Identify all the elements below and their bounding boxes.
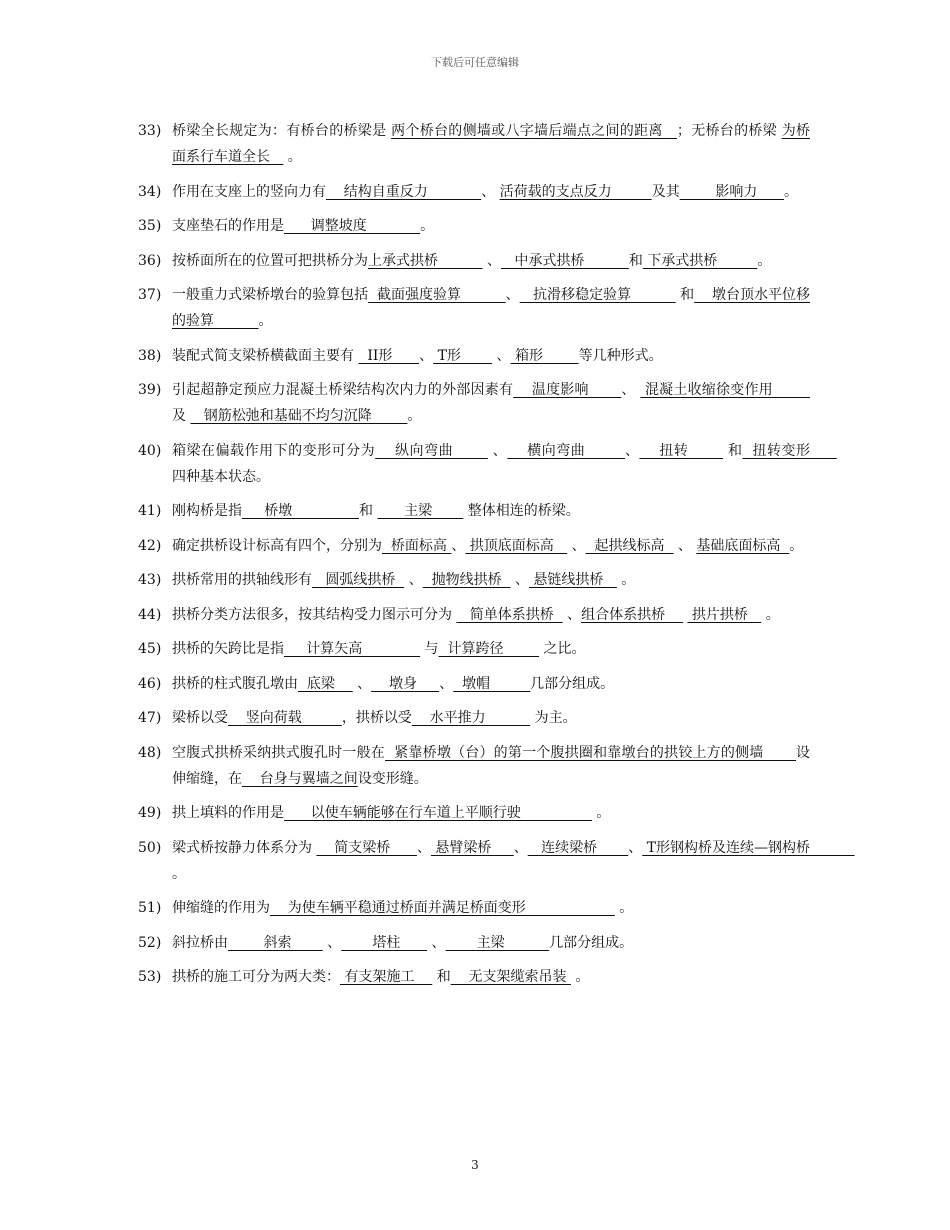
question-segment: 、 xyxy=(416,839,431,856)
answer-blank: 有支架施工 xyxy=(340,969,433,985)
question-segment: 引起超静定预应力混凝土桥梁结构次内力的外部因素有 xyxy=(172,382,514,398)
question-item xyxy=(138,671,810,697)
answer-blank: 桥墩 xyxy=(242,503,360,519)
question-segment: 、 xyxy=(404,572,423,588)
answer-blank: 竖向荷载 xyxy=(228,710,342,726)
question-segment: 箱梁在偏载作用下的变形可分为 xyxy=(172,442,376,459)
question-segment: 、 xyxy=(427,934,446,951)
answer-blank: 温度影响 xyxy=(513,382,622,398)
question-segment: 之比。 xyxy=(539,641,586,657)
question-segment: 、 xyxy=(673,537,697,554)
question-item xyxy=(138,602,810,628)
question-item xyxy=(138,533,810,559)
question-text xyxy=(172,343,810,369)
answer-blank: 拱片拱桥 xyxy=(687,606,762,623)
answer-blank: 墩台顶水平位移的验算 xyxy=(172,287,811,329)
answer-blank: 扭转 xyxy=(639,442,724,459)
question-segment: 、 xyxy=(322,934,342,951)
answer-blank: 水平推力 xyxy=(411,710,531,726)
question-number: 38) xyxy=(138,347,162,364)
question-segment: 和 xyxy=(359,503,378,519)
answer-blank: 台身与翼墙之间 xyxy=(242,770,358,787)
question-segment: 、 xyxy=(505,287,520,303)
question-segment: 支座垫石的作用是 xyxy=(172,218,284,234)
question-segment: 空腹式拱桥采纳拱式腹孔时一般在 xyxy=(172,744,385,761)
question-segment: 。 xyxy=(420,218,435,234)
question-text xyxy=(172,602,810,628)
question-number: 51) xyxy=(138,900,162,916)
question-number: 41) xyxy=(138,503,162,519)
question-item xyxy=(138,118,810,170)
question-item xyxy=(138,636,810,662)
question-number: 48) xyxy=(138,744,162,761)
answer-blank: 钢筋松弛和基础不均匀沉降 xyxy=(190,408,408,424)
question-segment: 。 xyxy=(407,408,422,424)
question-text xyxy=(172,964,810,990)
question-item xyxy=(138,567,810,593)
page-number: 3 xyxy=(471,1158,479,1172)
question-number: 39) xyxy=(138,382,162,398)
question-segment: 拱桥的柱式腹孔墩由 xyxy=(172,675,298,692)
answer-blank: 墩帽 xyxy=(453,675,531,692)
answer-blank: 结构自重反力 xyxy=(326,183,482,200)
answer-blank: II形 xyxy=(358,347,420,364)
answer-blank: 桥面标高 xyxy=(382,537,452,554)
question-item xyxy=(138,895,810,921)
question-text xyxy=(172,567,810,593)
question-segment: 设变形缝。 xyxy=(357,770,428,787)
question-number: 40) xyxy=(138,442,162,459)
question-number: 53) xyxy=(138,969,162,985)
question-segment: 、 xyxy=(419,347,434,364)
question-segment: 、 xyxy=(513,839,528,856)
question-segment: 与 xyxy=(420,641,439,657)
question-number: 47) xyxy=(138,710,162,726)
answer-blank: 主梁 xyxy=(445,934,550,951)
question-number: 42) xyxy=(138,537,162,554)
question-segment: 拱上填料的作用是 xyxy=(172,805,284,821)
answer-blank: 组合体系拱桥 xyxy=(581,606,683,623)
question-number: 34) xyxy=(138,183,162,200)
question-segment: 一般重力式梁桥墩台的验算包括 xyxy=(172,287,369,303)
question-segment: 、 xyxy=(562,606,582,623)
answer-blank: 中承式拱桥 xyxy=(500,252,629,269)
question-segment: 装配式简支梁桥横截面主要有 xyxy=(172,347,359,364)
question-segment: 拱桥分类方法很多，按其结构受力图示可分为 xyxy=(172,606,457,623)
question-text xyxy=(172,498,810,524)
question-segment: 梁式桥按静力体系分为 xyxy=(172,839,317,856)
question-segment: 等几种形式。 xyxy=(578,347,663,364)
question-segment: 作用在支座上的竖向力有 xyxy=(172,183,326,200)
answer-blank: 扭转变形 xyxy=(742,442,837,459)
question-segment: 拱桥的矢跨比是指 xyxy=(172,641,284,657)
question-number: 35) xyxy=(138,218,162,234)
question-segment: 。 xyxy=(258,313,273,329)
answer-blank: 抗滑移稳定验算 xyxy=(519,287,676,303)
question-segment: 和 xyxy=(723,442,743,459)
question-segment: 拱桥常用的拱轴线形有 xyxy=(172,572,312,588)
question-text xyxy=(172,740,810,792)
question-segment: 。 xyxy=(784,183,799,200)
answer-blank: 以使车辆能够在行车道上平顺行驶 xyxy=(284,805,592,821)
question-segment: 几部分组成。 xyxy=(549,934,634,951)
question-number: 45) xyxy=(138,641,162,657)
question-text xyxy=(172,377,810,429)
answer-blank: 为桥面系行车道全长 xyxy=(172,123,810,165)
answer-blank: 计算矢高 xyxy=(284,641,421,657)
question-number: 52) xyxy=(138,934,162,951)
question-number: 36) xyxy=(138,252,162,269)
question-number: 33) xyxy=(138,123,162,139)
question-text xyxy=(172,533,810,559)
question-number: 46) xyxy=(138,675,162,692)
question-segment: ；无桥台的桥梁 xyxy=(676,123,782,139)
question-number: 37) xyxy=(138,287,162,303)
question-number: 43) xyxy=(138,572,162,588)
answer-blank: 影响力 xyxy=(679,183,785,200)
answer-blank: 悬臂梁桥 xyxy=(430,839,514,856)
question-item xyxy=(138,248,810,274)
question-segment: 和 xyxy=(432,969,451,985)
question-item xyxy=(138,282,810,334)
question-segment: 、 xyxy=(510,572,529,588)
answer-blank: 连续梁桥 xyxy=(527,839,629,856)
question-text xyxy=(172,118,810,170)
question-segment: 桥梁全长规定为：有桥台的桥梁是 xyxy=(172,123,392,139)
question-segment: 。 xyxy=(789,537,804,554)
answer-blank: 混凝土收缩徐变作用 xyxy=(640,382,811,398)
question-segment: 、 xyxy=(621,382,641,398)
question-text xyxy=(172,705,810,731)
question-segment: 及 xyxy=(172,408,191,424)
question-segment: 、 xyxy=(492,347,511,364)
question-item xyxy=(138,498,810,524)
answer-blank: 拱顶底面标高 xyxy=(465,537,568,554)
answer-blank: T形钢构桥及连续—钢构桥 xyxy=(642,839,855,856)
page-header: 下载后可任意编辑 xyxy=(431,56,519,69)
question-item xyxy=(138,705,810,731)
question-segment: 、 xyxy=(352,675,372,692)
question-segment: 、 xyxy=(624,442,640,459)
question-text xyxy=(172,671,810,697)
answer-blank: 下承式拱桥 xyxy=(642,252,758,269)
answer-blank: 纵向弯曲 xyxy=(375,442,488,459)
question-segment: 拱桥的施工可分为两大类： xyxy=(172,969,340,985)
question-text xyxy=(172,213,810,239)
question-item xyxy=(138,377,810,429)
question-segment: 、 xyxy=(487,442,508,459)
question-list xyxy=(138,118,855,999)
answer-blank: 塔柱 xyxy=(341,934,428,951)
question-text xyxy=(172,835,855,887)
answer-blank: 计算跨径 xyxy=(438,641,540,657)
answer-blank: 起拱线标高 xyxy=(585,537,674,554)
question-item xyxy=(138,835,855,887)
question-segment: 。 xyxy=(757,252,772,269)
question-segment: 确定拱桥设计标高有四个，分别为 xyxy=(172,537,382,554)
answer-blank: 简支梁桥 xyxy=(316,839,417,856)
question-segment: 、 xyxy=(481,183,500,200)
question-segment: 刚构桥是指 xyxy=(172,503,242,519)
question-segment: 斜拉桥由 xyxy=(172,934,228,951)
question-segment: 、 xyxy=(451,537,466,554)
answer-blank: 基础底面标高 xyxy=(696,537,790,554)
answer-blank: T形 xyxy=(433,347,493,364)
question-segment: 。 xyxy=(591,805,611,821)
answer-blank: 横向弯曲 xyxy=(507,442,625,459)
answer-blank: 紧靠桥墩（台）的第一个腹拱圈和靠墩台的拱铰上方的侧墙 xyxy=(384,744,796,761)
question-segment: 设伸缩缝，在 xyxy=(172,744,810,787)
question-segment: 。 xyxy=(172,865,186,882)
question-segment: 几部分组成。 xyxy=(530,675,615,692)
question-text xyxy=(172,438,837,490)
question-segment: 、 xyxy=(628,839,643,856)
question-text xyxy=(172,282,810,334)
answer-blank: 上承式拱桥 xyxy=(368,252,483,269)
question-item xyxy=(138,343,810,369)
question-segment: 。 xyxy=(614,900,634,916)
question-item xyxy=(138,800,810,826)
answer-blank: 底梁 xyxy=(298,675,353,692)
question-segment: 。 xyxy=(761,606,780,623)
question-segment: 。 xyxy=(570,969,590,985)
question-segment: 。 xyxy=(616,572,636,588)
question-item xyxy=(138,213,810,239)
question-segment: 整体相连的桥梁。 xyxy=(463,503,580,519)
answer-blank: 抛物线拱桥 xyxy=(422,572,511,588)
question-item xyxy=(138,964,810,990)
question-item xyxy=(138,438,837,490)
question-segment: 及其 xyxy=(651,183,680,200)
question-item xyxy=(138,179,810,205)
question-segment: 为主。 xyxy=(530,710,577,726)
question-number: 49) xyxy=(138,805,162,821)
answer-blank: 斜索 xyxy=(228,934,323,951)
answer-blank: 圆弧线拱桥 xyxy=(312,572,405,588)
question-item xyxy=(138,930,810,956)
question-segment: 四种基本状态。 xyxy=(172,468,270,485)
question-segment: 和 xyxy=(628,252,643,269)
question-segment: 、 xyxy=(439,675,454,692)
question-segment: 、 xyxy=(482,252,501,269)
question-segment: 按桥面所在的位置可把拱桥分为 xyxy=(172,252,368,269)
answer-blank: 无支架缆索吊装 xyxy=(450,969,571,985)
question-segment: 。 xyxy=(283,149,302,165)
answer-blank: 主梁 xyxy=(377,503,464,519)
answer-blank: 两个桥台的侧墙或八字墙后端点之间的距离 xyxy=(391,123,677,139)
question-segment: 梁桥以受 xyxy=(172,710,228,726)
question-text xyxy=(172,179,810,205)
question-text xyxy=(172,930,810,956)
answer-blank: 简单体系拱桥 xyxy=(456,606,563,623)
question-segment: 、 xyxy=(567,537,586,554)
question-segment: 和 xyxy=(675,287,695,303)
question-text xyxy=(172,636,810,662)
answer-blank: 调整坡度 xyxy=(284,218,421,234)
answer-blank: 活荷载的支点反力 xyxy=(499,183,652,200)
question-number: 44) xyxy=(138,606,162,623)
question-text xyxy=(172,895,810,921)
question-segment: ，拱桥以受 xyxy=(341,710,412,726)
question-item xyxy=(138,740,810,792)
question-segment: 伸缩缝的作用为 xyxy=(172,900,270,916)
question-text xyxy=(172,800,810,826)
answer-blank: 截面强度验算 xyxy=(368,287,506,303)
answer-blank: 为使车辆平稳通过桥面并满足桥面变形 xyxy=(270,900,615,916)
question-text xyxy=(172,248,810,274)
answer-blank: 墩身 xyxy=(371,675,440,692)
answer-blank: 箱形 xyxy=(510,347,579,364)
answer-blank: 悬链线拱桥 xyxy=(528,572,617,588)
question-number: 50) xyxy=(138,839,162,856)
